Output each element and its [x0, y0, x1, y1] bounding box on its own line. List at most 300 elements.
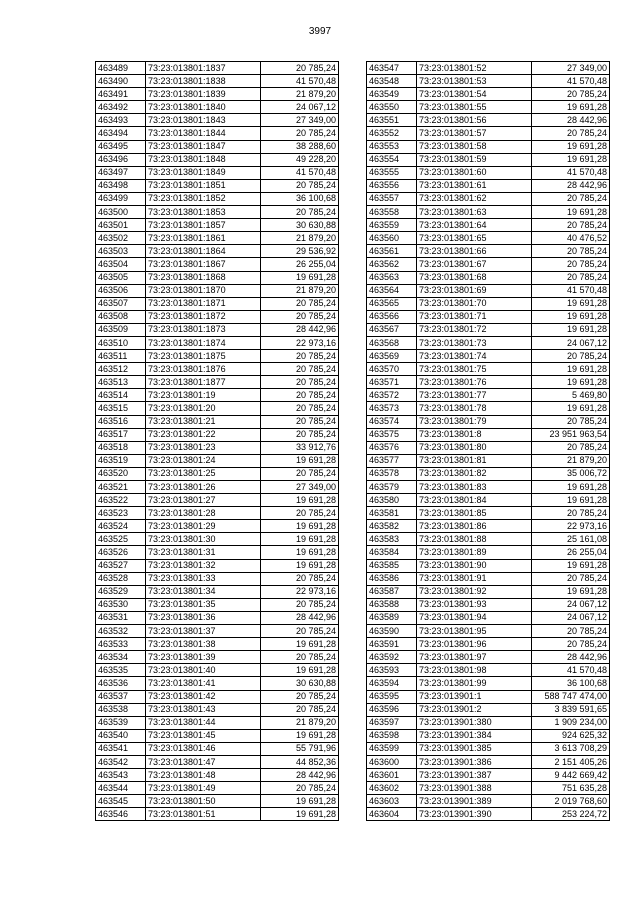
- value-amount: 22 973,16: [261, 585, 339, 598]
- row-number: 463546: [96, 808, 146, 821]
- page-number: 3997: [308, 26, 332, 37]
- table-row: [367, 428, 610, 441]
- value-amount: 20 785,24: [532, 219, 610, 232]
- value-amount: 24 067,12: [532, 611, 610, 624]
- table-row: [367, 454, 610, 467]
- table-row: [96, 598, 339, 611]
- cadastral-number: 73:23:013801:55: [417, 101, 532, 114]
- value-amount: 924 625,32: [532, 729, 610, 742]
- table-row: [367, 494, 610, 507]
- row-number: 463535: [96, 664, 146, 677]
- table-row: [367, 75, 610, 88]
- row-number: 463604: [367, 808, 417, 821]
- row-number: 463532: [96, 625, 146, 638]
- cadastral-number: 73:23:013801:68: [417, 271, 532, 284]
- value-amount: 21 879,20: [261, 716, 339, 729]
- value-amount: 19 691,28: [532, 494, 610, 507]
- table-row: [96, 271, 339, 284]
- value-amount: 29 536,92: [261, 245, 339, 258]
- cadastral-number: 73:23:013801:41: [146, 677, 261, 690]
- cadastral-number: 73:23:013801:1861: [146, 232, 261, 245]
- row-number: 463559: [367, 219, 417, 232]
- row-number: 463602: [367, 782, 417, 795]
- cadastral-number: 73:23:013901:380: [417, 716, 532, 729]
- row-number: 463598: [367, 729, 417, 742]
- value-amount: 38 288,60: [261, 140, 339, 153]
- table-row: [96, 716, 339, 729]
- row-number: 463590: [367, 625, 417, 638]
- cadastral-number: 73:23:013801:77: [417, 389, 532, 402]
- cadastral-number: 73:23:013801:69: [417, 284, 532, 297]
- table-row: [96, 297, 339, 310]
- row-number: 463580: [367, 494, 417, 507]
- row-number: 463491: [96, 88, 146, 101]
- row-number: 463522: [96, 494, 146, 507]
- cadastral-number: 73:23:013801:75: [417, 363, 532, 376]
- row-number: 463516: [96, 415, 146, 428]
- row-number: 463595: [367, 690, 417, 703]
- value-amount: 20 785,24: [261, 297, 339, 310]
- cadastral-number: 73:23:013801:97: [417, 651, 532, 664]
- cadastral-number: 73:23:013801:78: [417, 402, 532, 415]
- row-number: 463515: [96, 402, 146, 415]
- row-number: 463536: [96, 677, 146, 690]
- value-amount: 19 691,28: [532, 402, 610, 415]
- table-row: [367, 598, 610, 611]
- row-number: 463570: [367, 363, 417, 376]
- row-number: 463519: [96, 454, 146, 467]
- value-amount: 21 879,20: [261, 88, 339, 101]
- cadastral-number: 73:23:013801:47: [146, 755, 261, 768]
- cadastral-number: 73:23:013801:98: [417, 664, 532, 677]
- table-row: [367, 179, 610, 192]
- value-amount: 20 785,24: [532, 271, 610, 284]
- table-row: [367, 546, 610, 559]
- row-number: 463545: [96, 795, 146, 808]
- cadastral-number: 73:23:013801:83: [417, 481, 532, 494]
- cadastral-number: 73:23:013801:51: [146, 808, 261, 821]
- table-row: [96, 808, 339, 821]
- value-amount: 19 691,28: [261, 454, 339, 467]
- row-number: 463525: [96, 533, 146, 546]
- value-amount: 20 785,24: [261, 690, 339, 703]
- table-row: [367, 101, 610, 114]
- row-number: 463530: [96, 598, 146, 611]
- cadastral-number: 73:23:013801:22: [146, 428, 261, 441]
- cadastral-number: 73:23:013801:34: [146, 585, 261, 598]
- cadastral-number: 73:23:013801:44: [146, 716, 261, 729]
- cadastral-number: 73:23:013901:389: [417, 795, 532, 808]
- cadastral-number: 73:23:013801:50: [146, 795, 261, 808]
- value-amount: 20 785,24: [261, 467, 339, 480]
- table-row: [96, 140, 339, 153]
- table-row: [96, 481, 339, 494]
- value-amount: 27 349,00: [261, 114, 339, 127]
- left-register-table: [95, 61, 339, 821]
- cadastral-number: 73:23:013801:1847: [146, 140, 261, 153]
- cadastral-number: 73:23:013801:99: [417, 677, 532, 690]
- table-row: [367, 350, 610, 363]
- cadastral-number: 73:23:013801:96: [417, 638, 532, 651]
- table-row: [96, 454, 339, 467]
- table-row: [367, 729, 610, 742]
- table-row: [96, 546, 339, 559]
- row-number: 463581: [367, 507, 417, 520]
- row-number: 463599: [367, 742, 417, 755]
- table-row: [367, 140, 610, 153]
- cadastral-number: 73:23:013801:48: [146, 769, 261, 782]
- value-amount: 19 691,28: [261, 546, 339, 559]
- value-amount: 20 785,24: [261, 363, 339, 376]
- table-row: [96, 350, 339, 363]
- cadastral-number: 73:23:013801:53: [417, 75, 532, 88]
- cadastral-number: 73:23:013801:58: [417, 140, 532, 153]
- cadastral-number: 73:23:013801:25: [146, 467, 261, 480]
- table-row: [96, 585, 339, 598]
- value-amount: 28 442,96: [532, 114, 610, 127]
- value-amount: 22 973,16: [532, 520, 610, 533]
- table-row: [367, 310, 610, 323]
- cadastral-number: 73:23:013801:65: [417, 232, 532, 245]
- value-amount: 41 570,48: [261, 75, 339, 88]
- table-row: [367, 127, 610, 140]
- value-amount: 20 785,24: [532, 192, 610, 205]
- value-amount: 24 067,12: [261, 101, 339, 114]
- cadastral-number: 73:23:013801:84: [417, 494, 532, 507]
- row-number: 463513: [96, 376, 146, 389]
- row-number: 463600: [367, 755, 417, 768]
- value-amount: 27 349,00: [532, 62, 610, 75]
- table-row: [96, 232, 339, 245]
- value-amount: 20 785,24: [261, 310, 339, 323]
- table-row: [367, 782, 610, 795]
- table-row: [367, 507, 610, 520]
- row-number: 463574: [367, 415, 417, 428]
- value-amount: 20 785,24: [261, 127, 339, 140]
- row-number: 463569: [367, 350, 417, 363]
- cadastral-number: 73:23:013801:28: [146, 507, 261, 520]
- value-amount: 23 951 963,54: [532, 428, 610, 441]
- table-row: [367, 271, 610, 284]
- row-number: 463587: [367, 585, 417, 598]
- table-row: [96, 402, 339, 415]
- row-number: 463552: [367, 127, 417, 140]
- cadastral-number: 73:23:013801:80: [417, 441, 532, 454]
- cadastral-number: 73:23:013801:1870: [146, 284, 261, 297]
- table-row: [367, 192, 610, 205]
- table-row: [367, 611, 610, 624]
- value-amount: 41 570,48: [532, 664, 610, 677]
- value-amount: 36 100,68: [261, 192, 339, 205]
- value-amount: 30 630,88: [261, 219, 339, 232]
- table-row: [367, 258, 610, 271]
- row-number: 463544: [96, 782, 146, 795]
- cadastral-number: 73:23:013801:1868: [146, 271, 261, 284]
- value-amount: 5 469,80: [532, 389, 610, 402]
- row-number: 463540: [96, 729, 146, 742]
- row-number: 463523: [96, 507, 146, 520]
- row-number: 463520: [96, 467, 146, 480]
- cadastral-number: 73:23:013801:62: [417, 192, 532, 205]
- table-row: [96, 467, 339, 480]
- value-amount: 22 973,16: [261, 336, 339, 349]
- row-number: 463514: [96, 389, 146, 402]
- row-number: 463578: [367, 467, 417, 480]
- row-number: 463504: [96, 258, 146, 271]
- table-row: [367, 88, 610, 101]
- value-amount: 19 691,28: [261, 533, 339, 546]
- row-number: 463592: [367, 651, 417, 664]
- table-row: [96, 389, 339, 402]
- value-amount: 28 442,96: [532, 179, 610, 192]
- row-number: 463498: [96, 179, 146, 192]
- value-amount: 1 909 234,00: [532, 716, 610, 729]
- row-number: 463603: [367, 795, 417, 808]
- table-row: [96, 206, 339, 219]
- row-number: 463524: [96, 520, 146, 533]
- row-number: 463586: [367, 572, 417, 585]
- table-row: [367, 769, 610, 782]
- cadastral-number: 73:23:013801:70: [417, 297, 532, 310]
- value-amount: 20 785,24: [532, 441, 610, 454]
- row-number: 463558: [367, 206, 417, 219]
- table-row: [96, 166, 339, 179]
- value-amount: 19 691,28: [261, 638, 339, 651]
- table-row: [367, 62, 610, 75]
- value-amount: 253 224,72: [532, 808, 610, 821]
- cadastral-number: 73:23:013801:52: [417, 62, 532, 75]
- cadastral-number: 73:23:013801:19: [146, 389, 261, 402]
- value-amount: 20 785,24: [532, 127, 610, 140]
- cadastral-number: 73:23:013901:1: [417, 690, 532, 703]
- row-number: 463566: [367, 310, 417, 323]
- row-number: 463509: [96, 323, 146, 336]
- value-amount: 41 570,48: [532, 166, 610, 179]
- row-number: 463555: [367, 166, 417, 179]
- value-amount: 49 228,20: [261, 153, 339, 166]
- value-amount: 24 067,12: [532, 598, 610, 611]
- row-number: 463527: [96, 559, 146, 572]
- cadastral-number: 73:23:013801:1877: [146, 376, 261, 389]
- cadastral-number: 73:23:013801:93: [417, 598, 532, 611]
- table-row: [96, 258, 339, 271]
- table-row: [367, 284, 610, 297]
- cadastral-number: 73:23:013801:31: [146, 546, 261, 559]
- row-number: 463526: [96, 546, 146, 559]
- table-row: [96, 245, 339, 258]
- cadastral-number: 73:23:013801:45: [146, 729, 261, 742]
- row-number: 463528: [96, 572, 146, 585]
- value-amount: 2 019 768,60: [532, 795, 610, 808]
- cadastral-number: 73:23:013801:59: [417, 153, 532, 166]
- value-amount: 20 785,24: [261, 703, 339, 716]
- table-row: [367, 219, 610, 232]
- row-number: 463583: [367, 533, 417, 546]
- cadastral-number: 73:23:013801:49: [146, 782, 261, 795]
- row-number: 463549: [367, 88, 417, 101]
- table-row: [367, 755, 610, 768]
- cadastral-number: 73:23:013801:88: [417, 533, 532, 546]
- table-row: [96, 638, 339, 651]
- value-amount: 19 691,28: [532, 297, 610, 310]
- value-amount: 28 442,96: [261, 769, 339, 782]
- table-row: [96, 219, 339, 232]
- value-amount: 20 785,24: [532, 350, 610, 363]
- table-row: [96, 284, 339, 297]
- table-row: [96, 664, 339, 677]
- value-amount: 19 691,28: [532, 376, 610, 389]
- row-number: 463548: [367, 75, 417, 88]
- row-number: 463505: [96, 271, 146, 284]
- value-amount: 20 785,24: [261, 598, 339, 611]
- row-number: 463601: [367, 769, 417, 782]
- cadastral-number: 73:23:013801:8: [417, 428, 532, 441]
- row-number: 463489: [96, 62, 146, 75]
- table-row: [96, 363, 339, 376]
- table-row: [96, 336, 339, 349]
- value-amount: 20 785,24: [532, 88, 610, 101]
- cadastral-number: 73:23:013801:63: [417, 206, 532, 219]
- row-number: 463562: [367, 258, 417, 271]
- value-amount: 35 006,72: [532, 467, 610, 480]
- value-amount: 20 785,24: [261, 625, 339, 638]
- cadastral-number: 73:23:013801:76: [417, 376, 532, 389]
- value-amount: 20 785,24: [532, 638, 610, 651]
- value-amount: 19 691,28: [532, 585, 610, 598]
- table-row: [367, 638, 610, 651]
- row-number: 463497: [96, 166, 146, 179]
- row-number: 463553: [367, 140, 417, 153]
- table-row: [96, 127, 339, 140]
- cadastral-number: 73:23:013801:43: [146, 703, 261, 716]
- table-row: [367, 520, 610, 533]
- cadastral-number: 73:23:013801:1857: [146, 219, 261, 232]
- value-amount: 19 691,28: [261, 664, 339, 677]
- row-number: 463557: [367, 192, 417, 205]
- row-number: 463500: [96, 206, 146, 219]
- row-number: 463550: [367, 101, 417, 114]
- value-amount: 21 879,20: [532, 454, 610, 467]
- value-amount: 26 255,04: [532, 546, 610, 559]
- value-amount: 19 691,28: [261, 559, 339, 572]
- cadastral-number: 73:23:013901:387: [417, 769, 532, 782]
- row-number: 463579: [367, 481, 417, 494]
- row-number: 463547: [367, 62, 417, 75]
- value-amount: 20 785,24: [261, 389, 339, 402]
- row-number: 463506: [96, 284, 146, 297]
- table-row: [367, 742, 610, 755]
- cadastral-number: 73:23:013801:95: [417, 625, 532, 638]
- row-number: 463571: [367, 376, 417, 389]
- cadastral-number: 73:23:013801:57: [417, 127, 532, 140]
- cadastral-number: 73:23:013801:1851: [146, 179, 261, 192]
- table-row: [367, 402, 610, 415]
- cadastral-number: 73:23:013801:35: [146, 598, 261, 611]
- cadastral-number: 73:23:013801:1876: [146, 363, 261, 376]
- cadastral-number: 73:23:013801:24: [146, 454, 261, 467]
- cadastral-number: 73:23:013801:82: [417, 467, 532, 480]
- table-row: [367, 245, 610, 258]
- cadastral-number: 73:23:013801:38: [146, 638, 261, 651]
- cadastral-number: 73:23:013801:72: [417, 323, 532, 336]
- cadastral-number: 73:23:013801:92: [417, 585, 532, 598]
- cadastral-number: 73:23:013801:46: [146, 742, 261, 755]
- table-row: [96, 520, 339, 533]
- table-row: [96, 441, 339, 454]
- table-row: [367, 389, 610, 402]
- table-row: [96, 310, 339, 323]
- cadastral-number: 73:23:013801:73: [417, 336, 532, 349]
- cadastral-number: 73:23:013801:1844: [146, 127, 261, 140]
- cadastral-number: 73:23:013801:1849: [146, 166, 261, 179]
- cadastral-number: 73:23:013801:79: [417, 415, 532, 428]
- table-row: [367, 690, 610, 703]
- cadastral-number: 73:23:013801:36: [146, 611, 261, 624]
- cadastral-number: 73:23:013801:61: [417, 179, 532, 192]
- table-row: [367, 467, 610, 480]
- value-amount: 20 785,24: [532, 625, 610, 638]
- row-number: 463563: [367, 271, 417, 284]
- row-number: 463542: [96, 755, 146, 768]
- row-number: 463501: [96, 219, 146, 232]
- row-number: 463490: [96, 75, 146, 88]
- row-number: 463517: [96, 428, 146, 441]
- row-number: 463568: [367, 336, 417, 349]
- row-number: 463582: [367, 520, 417, 533]
- cadastral-number: 73:23:013801:1875: [146, 350, 261, 363]
- row-number: 463534: [96, 651, 146, 664]
- cadastral-number: 73:23:013901:386: [417, 755, 532, 768]
- value-amount: 20 785,24: [261, 572, 339, 585]
- row-number: 463551: [367, 114, 417, 127]
- table-row: [96, 153, 339, 166]
- row-number: 463495: [96, 140, 146, 153]
- cadastral-number: 73:23:013801:40: [146, 664, 261, 677]
- row-number: 463537: [96, 690, 146, 703]
- table-row: [96, 769, 339, 782]
- cadastral-number: 73:23:013801:66: [417, 245, 532, 258]
- cadastral-number: 73:23:013801:67: [417, 258, 532, 271]
- table-row: [367, 651, 610, 664]
- value-amount: 41 570,48: [532, 75, 610, 88]
- table-row: [96, 494, 339, 507]
- cadastral-number: 73:23:013801:1872: [146, 310, 261, 323]
- value-amount: 36 100,68: [532, 677, 610, 690]
- cadastral-number: 73:23:013801:1838: [146, 75, 261, 88]
- value-amount: 20 785,24: [261, 651, 339, 664]
- value-amount: 19 691,28: [532, 310, 610, 323]
- row-number: 463499: [96, 192, 146, 205]
- cadastral-number: 73:23:013801:89: [417, 546, 532, 559]
- table-row: [96, 625, 339, 638]
- row-number: 463503: [96, 245, 146, 258]
- table-row: [367, 716, 610, 729]
- table-row: [96, 729, 339, 742]
- row-number: 463589: [367, 611, 417, 624]
- row-number: 463521: [96, 481, 146, 494]
- table-row: [96, 428, 339, 441]
- table-row: [367, 533, 610, 546]
- value-amount: 20 785,24: [261, 376, 339, 389]
- table-row: [96, 75, 339, 88]
- row-number: 463493: [96, 114, 146, 127]
- value-amount: 20 785,24: [261, 402, 339, 415]
- row-number: 463533: [96, 638, 146, 651]
- value-amount: 30 630,88: [261, 677, 339, 690]
- cadastral-number: 73:23:013801:29: [146, 520, 261, 533]
- value-amount: 20 785,24: [261, 62, 339, 75]
- row-number: 463594: [367, 677, 417, 690]
